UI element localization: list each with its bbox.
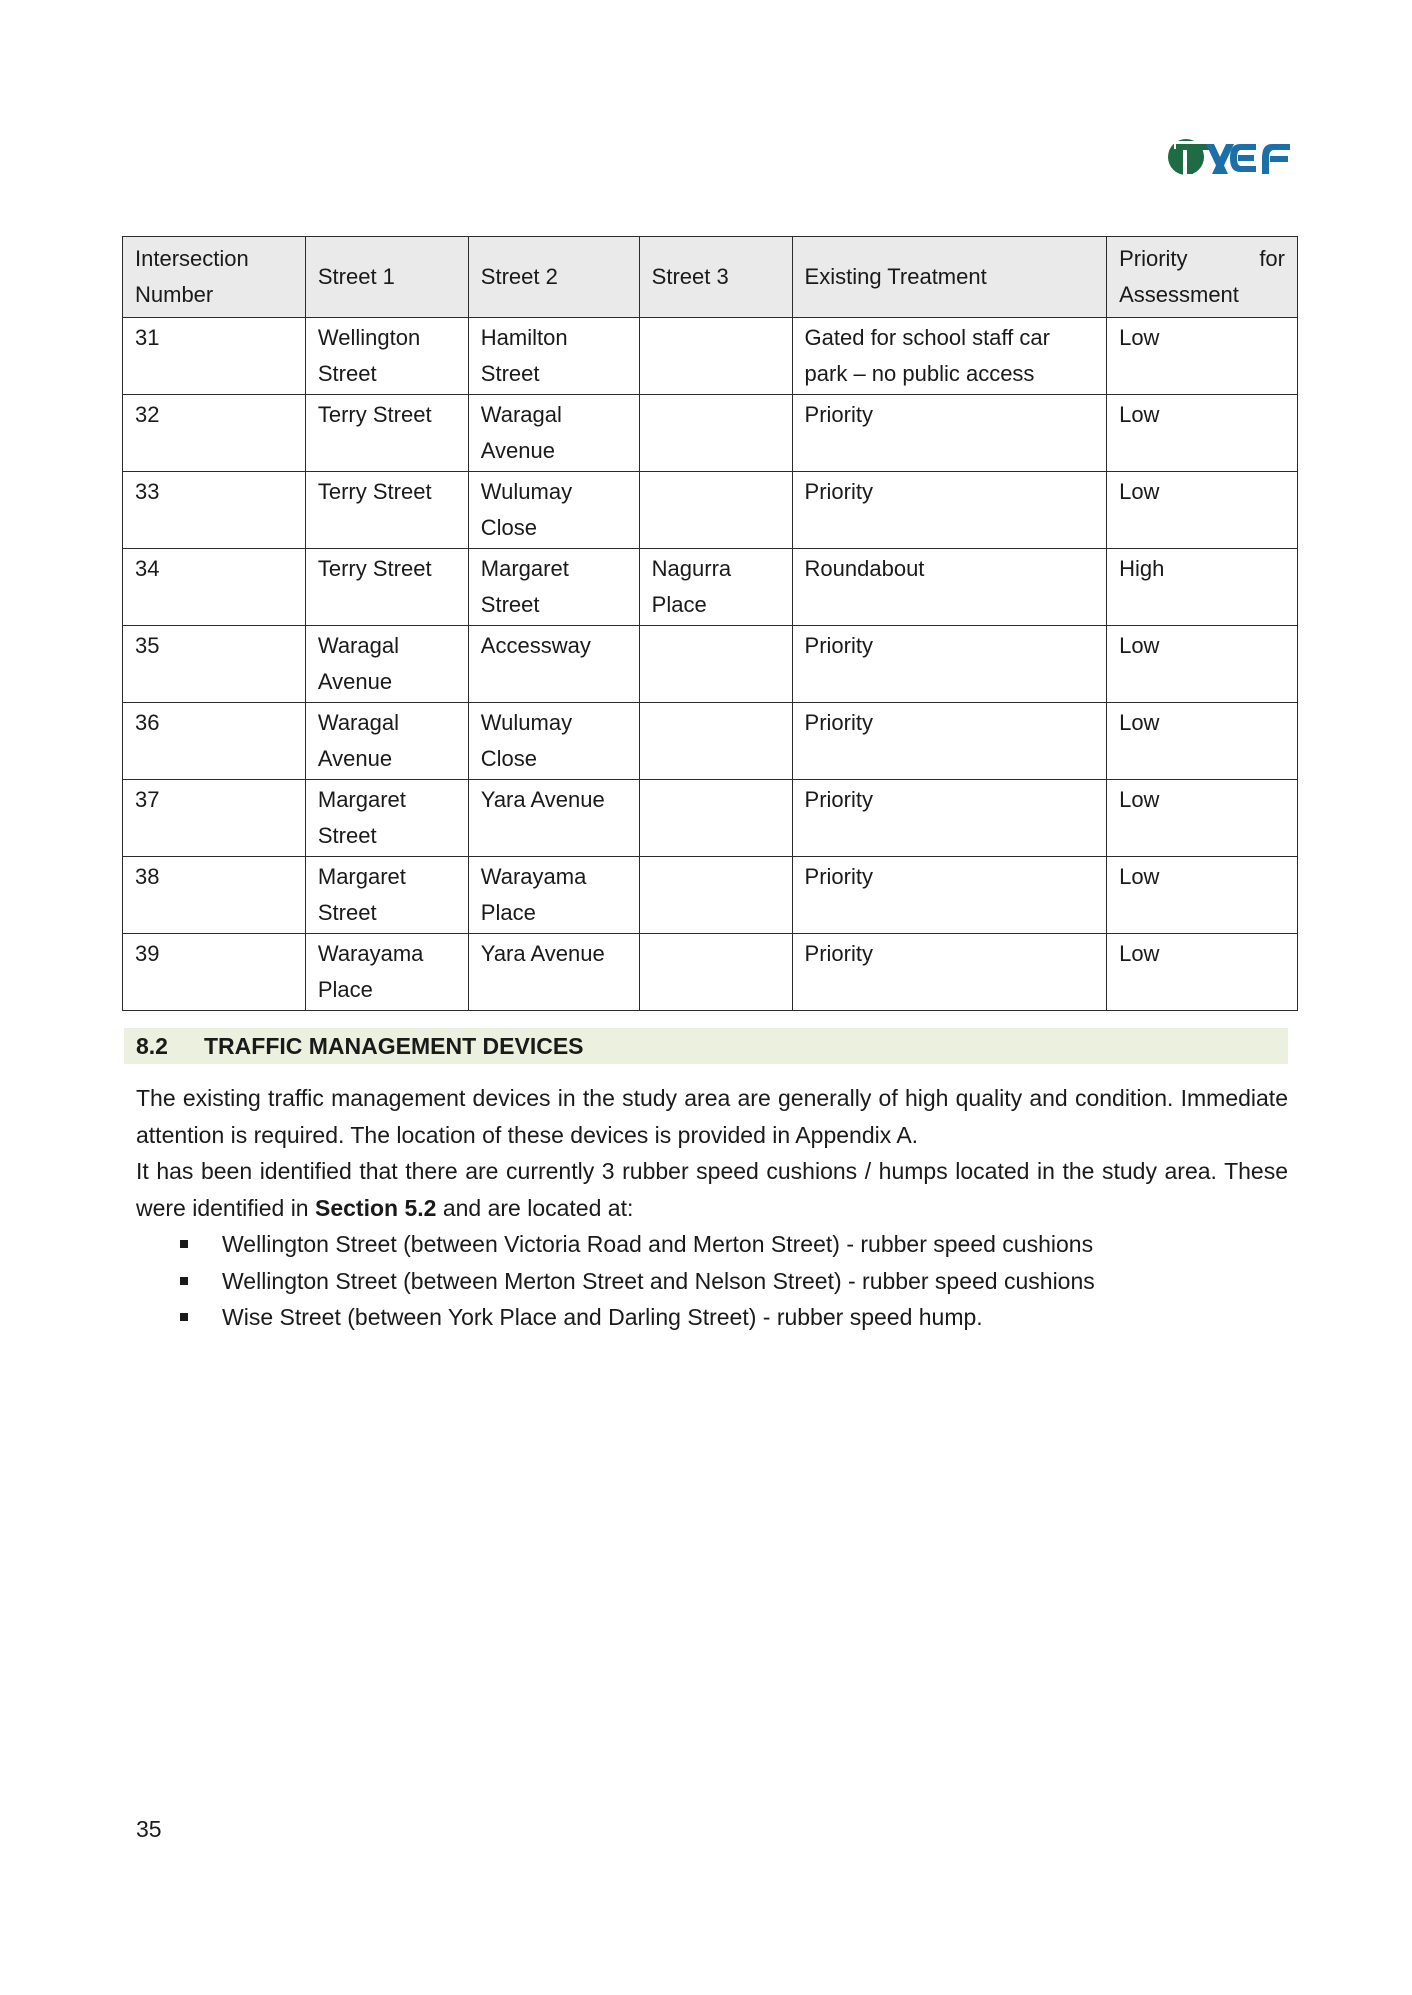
bullet-icon <box>180 1313 188 1321</box>
cell-intersection-number: 38 <box>123 857 306 934</box>
table-row <box>123 934 1298 1011</box>
paragraph-speed-cushions: It has been identified that there are currently 3 rubber speed cushions / humps located in the study area. These were identified in Section 5.2 and are located at: <box>136 1158 1288 1221</box>
cell-intersection-number: 33 <box>123 472 306 549</box>
cell-intersection-number: 35 <box>123 626 306 703</box>
section-heading <box>124 1028 1288 1064</box>
cell-priority: High <box>1107 549 1298 626</box>
cell-street-2: Hamilton Street <box>468 318 639 395</box>
bullet-icon <box>180 1240 188 1248</box>
cell-street-3 <box>639 472 792 549</box>
section-reference: Section 5.2 <box>315 1194 437 1221</box>
cell-street-1: Terry Street <box>305 472 468 549</box>
table-body <box>123 318 1298 1011</box>
cell-street-3: Nagurra Place <box>639 549 792 626</box>
cell-street-2: Margaret Street <box>468 549 639 626</box>
cell-street-3 <box>639 318 792 395</box>
cell-existing-treatment: Priority <box>792 780 1107 857</box>
cell-priority: Low <box>1107 472 1298 549</box>
section-number: 8.2 <box>136 1033 168 1059</box>
cell-street-2: Yara Avenue <box>468 780 639 857</box>
table-row <box>123 703 1298 780</box>
cell-street-1: Terry Street <box>305 395 468 472</box>
section-title: TRAFFIC MANAGEMENT DEVICES <box>204 1033 584 1059</box>
cell-priority: Low <box>1107 318 1298 395</box>
cell-intersection-number: 39 <box>123 934 306 1011</box>
cell-intersection-number: 31 <box>123 318 306 395</box>
cell-street-3 <box>639 780 792 857</box>
cell-priority: Low <box>1107 703 1298 780</box>
cell-street-1: Terry Street <box>305 549 468 626</box>
header-priority-for-assessment: Priority for Assessment <box>1107 237 1298 318</box>
table-header-row <box>123 237 1298 318</box>
cell-existing-treatment: Priority <box>792 472 1107 549</box>
cell-existing-treatment: Gated for school staff car park – no public access <box>792 318 1107 395</box>
cell-street-1: Margaret Street <box>305 780 468 857</box>
cell-street-3 <box>639 626 792 703</box>
cell-intersection-number: 34 <box>123 549 306 626</box>
cell-street-1: Waragal Avenue <box>305 626 468 703</box>
table-row <box>123 626 1298 703</box>
cell-existing-treatment: Priority <box>792 934 1107 1011</box>
cell-street-2: Waragal Avenue <box>468 395 639 472</box>
cell-existing-treatment: Priority <box>792 395 1107 472</box>
cell-street-1: Margaret Street <box>305 857 468 934</box>
list-item: Wellington Street (between Victoria Road and Merton Street) - rubber speed cushions <box>136 1226 1288 1263</box>
header-street-2: Street 2 <box>468 237 639 318</box>
cell-street-2: Accessway <box>468 626 639 703</box>
cell-street-2: Warayama Place <box>468 857 639 934</box>
intersection-table <box>122 236 1298 1011</box>
paragraph-existing-devices: The existing traffic management devices in the study area are generally of high quality and condition. Immediate attention is required. The location of these devices is provided in Appendix A. <box>136 1085 1288 1148</box>
section-body <box>136 1080 1288 1336</box>
cell-priority: Low <box>1107 857 1298 934</box>
cell-priority: Low <box>1107 626 1298 703</box>
cell-street-3 <box>639 857 792 934</box>
list-item: Wellington Street (between Merton Street and Nelson Street) - rubber speed cushions <box>136 1263 1288 1300</box>
cell-priority: Low <box>1107 934 1298 1011</box>
tef-logo-icon <box>1168 136 1290 178</box>
cell-street-3 <box>639 703 792 780</box>
cell-existing-treatment: Priority <box>792 626 1107 703</box>
cell-street-1: Warayama Place <box>305 934 468 1011</box>
cell-priority: Low <box>1107 395 1298 472</box>
list-item: Wise Street (between York Place and Darling Street) - rubber speed hump. <box>136 1299 1288 1336</box>
cell-street-1: Waragal Avenue <box>305 703 468 780</box>
header-street-1: Street 1 <box>305 237 468 318</box>
cell-street-3 <box>639 934 792 1011</box>
table-row <box>123 857 1298 934</box>
table-row <box>123 318 1298 395</box>
device-location-list <box>136 1226 1288 1336</box>
cell-street-3 <box>639 395 792 472</box>
cell-street-1: Wellington Street <box>305 318 468 395</box>
cell-existing-treatment: Priority <box>792 857 1107 934</box>
cell-intersection-number: 32 <box>123 395 306 472</box>
cell-street-2: Wulumay Close <box>468 472 639 549</box>
cell-priority: Low <box>1107 780 1298 857</box>
header-street-3: Street 3 <box>639 237 792 318</box>
header-existing-treatment: Existing Treatment <box>792 237 1107 318</box>
table-row <box>123 549 1298 626</box>
page-number: 35 <box>136 1816 162 1842</box>
cell-existing-treatment: Priority <box>792 703 1107 780</box>
header-intersection-number: Intersection Number <box>123 237 306 318</box>
cell-intersection-number: 37 <box>123 780 306 857</box>
table-row <box>123 780 1298 857</box>
table-row <box>123 472 1298 549</box>
table-row <box>123 395 1298 472</box>
cell-street-2: Wulumay Close <box>468 703 639 780</box>
cell-intersection-number: 36 <box>123 703 306 780</box>
bullet-icon <box>180 1277 188 1285</box>
cell-existing-treatment: Roundabout <box>792 549 1107 626</box>
cell-street-2: Yara Avenue <box>468 934 639 1011</box>
